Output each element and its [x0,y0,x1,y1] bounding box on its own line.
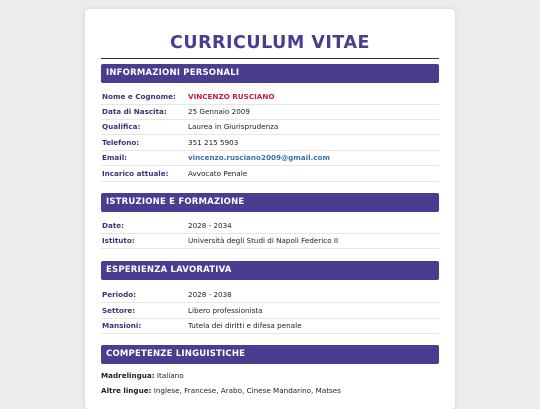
row-label: Periodo: [102,290,137,299]
section-personal-heading: INFORMAZIONI PERSONALI [101,64,439,83]
row-qualification [101,119,439,135]
row-label: Nome e Cognome: [102,92,176,101]
row-value: 351 215 5903 [188,138,239,147]
row-value: 25 Gennaio 2009 [188,107,250,116]
row-name [101,89,439,105]
row-label: Incarico attuale: [102,169,169,178]
row-sector [101,303,439,319]
row-value: Laurea in Giurisprudenza [188,122,279,131]
row-label: Email: [102,153,128,162]
row-value: Università degli Studi di Napoli Federico II [188,236,339,245]
email-link[interactable]: vincenzo.rusciano2009@gmail.com [188,153,330,162]
row-phone [101,135,439,151]
section-education-heading: ISTRUZIONE E FORMAZIONE [101,193,439,212]
other-languages-label: Altre lingue: [101,386,152,395]
row-value: Avvocato Penale [188,169,248,178]
row-label: Settore: [102,306,136,315]
cv-page [85,9,455,409]
native-language-label: Madrelingua: [101,371,155,380]
row-value: VINCENZO RUSCIANO [188,92,275,101]
row-current-role [101,166,439,182]
row-label: Istituto: [102,236,135,245]
native-language-value: Italiano [156,371,184,380]
row-label: Mansioni: [102,321,142,330]
row-label: Telefono: [102,138,140,147]
section-languages-heading: COMPETENZE LINGUISTICHE [101,345,439,364]
native-language-line [101,368,184,383]
other-languages-value: Inglese, Francese, Arabo, Cinese Mandarino, Matses [153,386,341,395]
page-title: CURRICULUM VITAE [170,33,370,53]
row-birthdate [101,104,439,120]
row-institute [101,233,439,249]
row-label: Qualifica: [102,122,141,131]
row-period [101,287,439,303]
row-value: 2028 - 2038 [188,290,232,299]
row-email [101,150,439,166]
row-label: Date: [102,221,125,230]
row-dates [101,218,439,234]
title-divider [101,58,439,59]
row-value: 2028 - 2034 [188,221,232,230]
row-label: Data di Nascita: [102,107,167,116]
row-value: Tutela dei diritti e difesa penale [188,321,302,330]
row-duties [101,318,439,334]
row-value: Libero professionista [188,306,263,315]
other-languages-line [101,383,341,398]
section-work-heading: ESPERIENZA LAVORATIVA [101,261,439,280]
